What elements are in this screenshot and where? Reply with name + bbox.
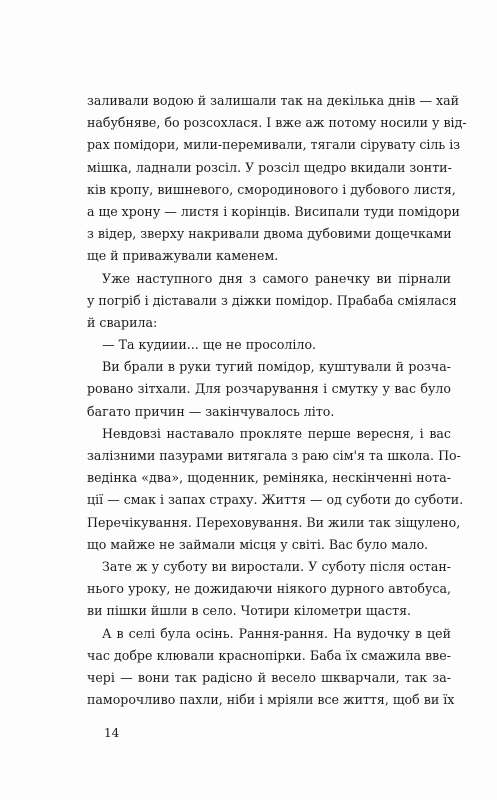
- text-line: ведінка «два», щоденник, реміняка, нескінченні нота-: [87, 470, 451, 486]
- text-line: багато причин — закінчувалось літо.: [87, 403, 335, 419]
- text-line: ще й приважували каменем.: [87, 248, 279, 264]
- text-line: Перечікування. Переховування. Ви жили так зіщулено,: [87, 514, 461, 530]
- text-line: й сварила:: [87, 314, 158, 330]
- body-text: [87, 90, 467, 711]
- text-line: Невдовзі наставало прокляте перше вересня, і вас: [102, 425, 451, 441]
- text-line: у погріб і діставали з діжки помідор. Прабаба сміялася: [87, 292, 457, 308]
- text-line: набубняве, бо розсохлася. І вже аж потому носили у від-: [87, 115, 467, 131]
- text-line: ції — смак і запах страху. Життя — од суботи до суботи.: [87, 492, 464, 508]
- text-line: а ще хрону — листя і корінців. Висипали туди помідори: [87, 203, 460, 219]
- text-line: Уже наступного дня з самого ранечку ви пірнали: [102, 270, 451, 286]
- text-line: що майже не займали місця у світі. Вас було мало.: [87, 536, 429, 552]
- text-line: рах помідори, мили-перемивали, тягали сіруватy сіль із: [87, 137, 461, 153]
- page-number: 14: [104, 726, 120, 740]
- text-line: А в селі була осінь. Рання-рання. На вудочку в цей: [102, 625, 451, 641]
- text-line: паморочливо пахли, ніби і мріяли все життя, щоб ви їх: [87, 692, 455, 708]
- text-line: залізними пазурами витягала з раю сім'я та школа. По-: [87, 448, 461, 463]
- text-line: Ви брали в руки тугий помідор, куштували й розча-: [102, 359, 451, 375]
- text-line: Зате ж у суботу ви виростали. У суботу після остан-: [102, 558, 451, 574]
- text-line: ків кропу, вишневого, смородинового і дубового листя,: [87, 181, 456, 197]
- text-line: час добре клювали краснопірки. Баба їх смажила вве-: [87, 647, 451, 663]
- text-line: з відер, зверху накривали двома дубовими дощечками: [87, 226, 452, 242]
- text-line: ровано зітхали. Для розчарування і смутку у вас було: [87, 381, 451, 397]
- text-line: мішка, ладнали розсіл. У розсіл щедро вкидали зонти-: [87, 159, 452, 175]
- text-line: нього уроку, не дожидаючи ніякого дурного автобуса,: [87, 581, 451, 597]
- text-line: чері — вони так радісно й весело шкварчали, так за-: [87, 669, 451, 685]
- dialogue-line: — Та кудиии... ще не просоліло.: [102, 337, 317, 353]
- text-line: заливали водою й залишали так на декілька днів — хай: [87, 93, 459, 108]
- text-line: ви пішки йшли в село. Чотири кілометри щастя.: [87, 603, 412, 619]
